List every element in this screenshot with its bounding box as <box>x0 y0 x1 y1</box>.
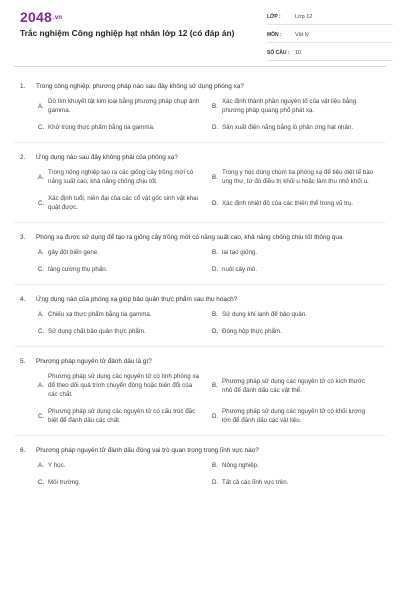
meta-value: Lớp 12 <box>295 14 313 20</box>
question-text <box>14 82 386 91</box>
meta-label: SỐ CÂU : <box>267 50 290 56</box>
option-b[interactable] <box>212 310 386 319</box>
divider <box>14 284 386 285</box>
option-d[interactable] <box>212 194 386 212</box>
option-c[interactable] <box>38 123 212 132</box>
option-text: Dò tìm khuyết tật kim loại bằng phương pháp chụp ảnh gamma. <box>48 98 200 114</box>
option-a[interactable] <box>38 310 212 319</box>
option-letter: A. <box>38 311 44 318</box>
option-b[interactable] <box>212 97 386 115</box>
option-d[interactable] <box>212 407 386 425</box>
question-body: Ứng dụng nào của phóng xạ giúp bảo quản thực phẩm sau thu hoạch? <box>36 296 238 303</box>
option-d[interactable] <box>212 123 386 132</box>
meta-label: LỚP : <box>267 14 281 20</box>
logo-main: 2048 <box>20 9 52 25</box>
options <box>14 461 386 495</box>
option-letter: B. <box>212 249 218 256</box>
option-text: tăng cường thụ phấn. <box>48 266 108 273</box>
option-text: Xác định tuổi, niên đại của các cổ vật gốc sinh vật khai quật được. <box>48 195 198 211</box>
meta-row-class <box>267 10 393 25</box>
options <box>14 97 386 140</box>
meta-label: MÔN : <box>267 32 282 38</box>
option-c[interactable] <box>38 407 212 425</box>
option-letter: B. <box>212 102 218 110</box>
options <box>14 168 386 220</box>
divider <box>14 346 386 347</box>
option-text: Trong y học dùng chùm tia phóng xạ để tiêu diệt tế bào ung thư, từ đó điều trị khối u hoặc làm thu nhỏ khối u. <box>222 169 374 185</box>
option-text: Sử dụng chất bảo quản thực phẩm. <box>48 328 146 335</box>
option-letter: A. <box>38 173 44 181</box>
question-1 <box>14 82 386 143</box>
question-6 <box>14 446 386 495</box>
option-c[interactable] <box>38 265 212 274</box>
question-text <box>14 233 386 242</box>
option-text: nuôi cấy mô. <box>222 266 258 273</box>
question-body: Trong công nghiệp, phương pháp nào sau đây không sử dụng phóng xạ? <box>36 83 244 90</box>
option-text: Chiếu xạ thực phẩm bằng tia gamma. <box>48 311 152 318</box>
option-a[interactable] <box>38 372 212 399</box>
meta-value: Vật lý <box>295 32 309 38</box>
option-text: Sản xuất điện năng bằng lò phản ứng hạt nhân. <box>222 124 354 131</box>
option-d[interactable] <box>212 478 386 487</box>
option-text: Khử trùng thực phẩm bằng tia gamma. <box>48 124 155 131</box>
question-text <box>14 446 386 455</box>
question-number: 1. <box>20 83 26 90</box>
option-letter: D. <box>212 412 219 420</box>
question-body: Phương pháp nguyên tử đánh dấu là gì? <box>36 358 152 365</box>
options <box>14 248 386 282</box>
option-text: Y học. <box>48 462 66 469</box>
question-5 <box>14 357 386 436</box>
question-text <box>14 357 386 366</box>
option-b[interactable] <box>212 168 386 186</box>
option-b[interactable] <box>212 372 386 399</box>
meta-info <box>267 10 393 64</box>
option-text: Xác định thành phần nguyên tố của vật liệu bằng phương pháp quang phổ phát xạ. <box>222 98 357 114</box>
question-3 <box>14 233 386 285</box>
question-body: Ứng dụng nào sau đây không phải của phóng xạ? <box>36 154 178 161</box>
option-text: gây đột biến gene. <box>48 249 99 256</box>
question-body: Phóng xạ được sử dụng để tạo ra giống cây trồng mới có năng suất cao, khả năng chống chịu tốt thông qua <box>36 234 343 241</box>
option-letter: B. <box>212 462 218 469</box>
options <box>14 372 386 433</box>
option-a[interactable] <box>38 248 212 257</box>
option-c[interactable] <box>38 327 212 336</box>
site-logo[interactable] <box>20 9 62 25</box>
option-text: Đóng hộp thực phẩm. <box>222 328 282 335</box>
divider <box>14 435 386 436</box>
option-letter: A. <box>38 249 44 256</box>
option-text: lai tạo giống. <box>222 249 258 256</box>
option-text: Phương pháp sử dụng các nguyên tử có kích thước nhỏ để đánh dấu các vật thể. <box>222 377 366 394</box>
option-letter: B. <box>212 173 218 181</box>
option-letter: B. <box>212 311 218 318</box>
option-letter: C. <box>38 124 45 131</box>
question-number: 6. <box>20 447 26 454</box>
question-2 <box>14 153 386 223</box>
option-letter: A. <box>38 102 44 110</box>
option-text: Tất cả các lĩnh vực trên. <box>222 479 289 486</box>
option-text: Trong nông nghiệp tạo ra các giống cây trồng mới có năng suất cao, khả năng chống chịu tốt. <box>48 169 194 185</box>
option-text: Sử dụng khí lạnh để bảo quản. <box>222 311 307 318</box>
question-number: 4. <box>20 296 26 303</box>
option-a[interactable] <box>38 97 212 115</box>
page-title: Trắc nghiệm Công nghiệp hạt nhân lớp 12 (có đáp án) <box>20 28 235 38</box>
option-text: Nông nghiệp. <box>222 462 259 469</box>
divider <box>14 142 386 143</box>
options <box>14 310 386 344</box>
option-d[interactable] <box>212 265 386 274</box>
question-number: 5. <box>20 358 26 365</box>
question-number: 3. <box>20 234 26 241</box>
option-letter: A. <box>38 382 44 389</box>
option-b[interactable] <box>212 461 386 470</box>
question-body: Phương pháp nguyên tử đánh dấu đóng vai trò quan trọng trong lĩnh vực nào? <box>36 447 259 454</box>
question-4 <box>14 295 386 347</box>
option-letter: A. <box>38 462 44 469</box>
option-text: Xác định nhiệt độ của các thiên thể trong vũ trụ. <box>222 199 354 207</box>
meta-row-count <box>267 46 393 61</box>
option-text: Phương pháp sử dụng các nguyên tử có tính phóng xạ để theo dõi quá trình chuyển động hoặc biến đổi của các chất. <box>48 373 199 398</box>
option-a[interactable] <box>38 461 212 470</box>
option-text: Phương pháp sử dụng các nguyên tử có cấu trúc đặc biệt để đánh dấu các chất. <box>48 408 196 424</box>
option-letter: D. <box>212 266 219 273</box>
option-a[interactable] <box>38 168 212 186</box>
option-b[interactable] <box>212 248 386 257</box>
option-c[interactable] <box>38 478 212 487</box>
option-letter: C. <box>38 328 45 335</box>
option-letter: B. <box>212 382 218 389</box>
meta-row-subject <box>267 28 393 43</box>
option-letter: D. <box>212 124 219 131</box>
option-c[interactable] <box>38 194 212 212</box>
question-list <box>14 82 386 505</box>
meta-value: 10 <box>295 50 302 56</box>
option-text: Môi trường. <box>48 479 81 486</box>
option-letter: C. <box>38 479 45 486</box>
option-letter: D. <box>212 328 219 335</box>
option-text: Phương pháp sử dụng các nguyên tử có khối lượng lớn để đánh dấu các vật liệu. <box>222 408 366 424</box>
divider <box>14 222 386 223</box>
option-letter: D. <box>212 199 219 207</box>
option-letter: D. <box>212 479 219 486</box>
question-text <box>14 153 386 162</box>
header <box>14 0 386 67</box>
question-number: 2. <box>20 154 26 161</box>
option-letter: C. <box>38 199 45 207</box>
question-text <box>14 295 386 304</box>
option-letter: C. <box>38 266 45 273</box>
logo-sub: .vn <box>52 15 63 22</box>
option-letter: C. <box>38 412 45 420</box>
option-d[interactable] <box>212 327 386 336</box>
